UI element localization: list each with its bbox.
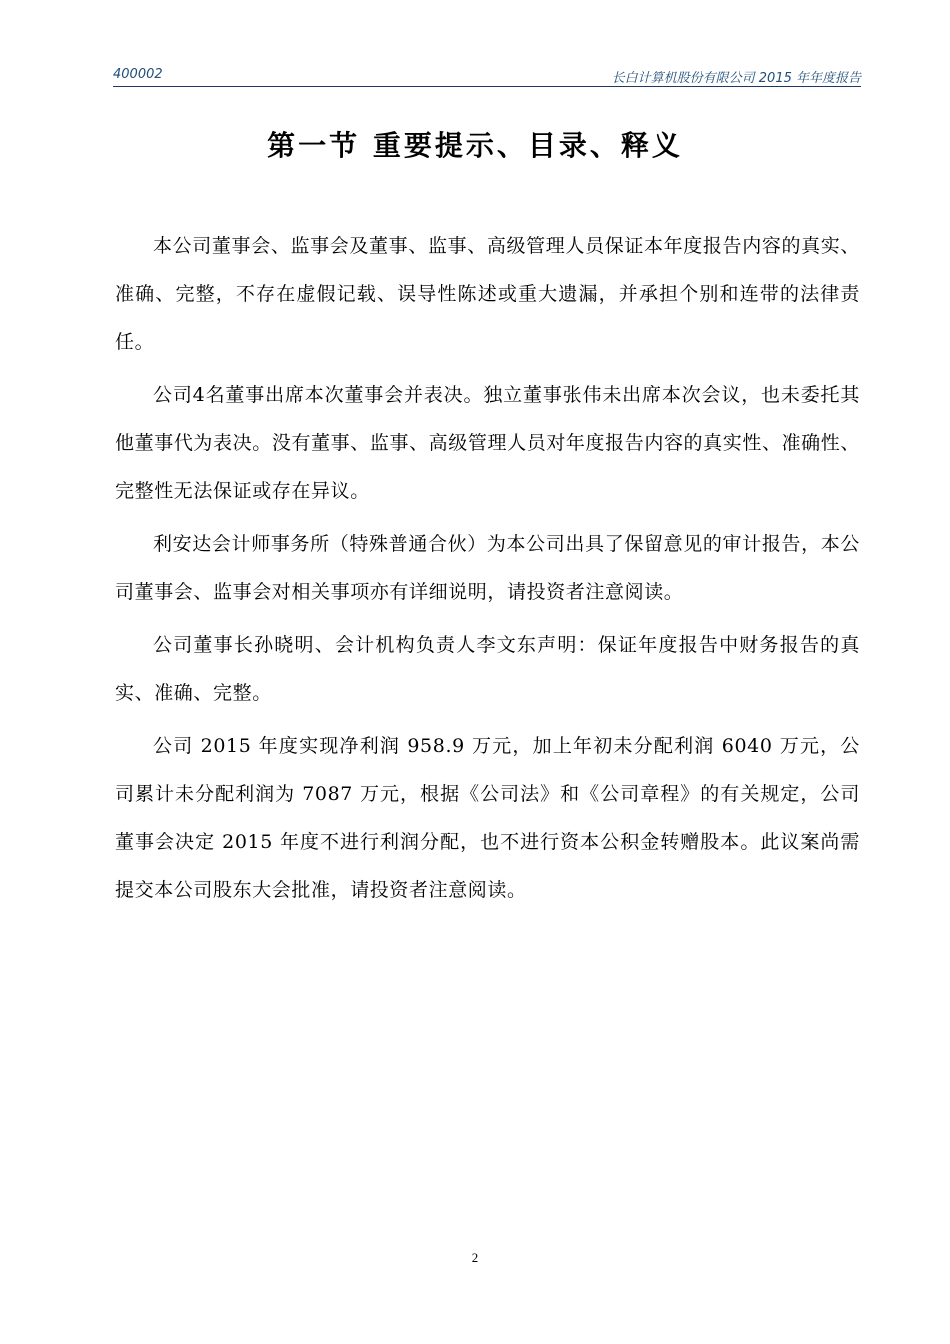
paragraph-board-guarantee: 本公司董事会、监事会及董事、监事、高级管理人员保证本年度报告内容的真实、准确、完整，不存在虚假记载、误导性陈述或重大遗漏，并承担个别和连带的法律责任。 [115,235,860,353]
section-title: 第一节 重要提示、目录、释义 [267,129,683,162]
paragraph-director-attendance: 公司4名董事出席本次董事会并表决。独立董事张伟未出席本次会议，也未委托其他董事代为表决。没有董事、监事、高级管理人员对年度报告内容的真实性、准确性、完整性无法保证或存在异议。 [115,384,860,502]
stock-code: 400002 [113,67,163,82]
page-header [113,64,861,87]
paragraph-audit-opinion: 利安达会计师事务所（特殊普通合伙）为本公司出具了保留意见的审计报告，本公司董事会、监事会对相关事项亦有详细说明，请投资者注意阅读。 [115,533,860,603]
paragraph-profit-distribution: 公司 2015 年度实现净利润 958.9 万元，加上年初未分配利润 6040 万元，公司累计未分配利润为 7087 万元，根据《公司法》和《公司章程》的有关规定，公司董事会决定 2015 年度不进行利润分配，也不进行资本公积金转赠股本。此议案尚需提交本公司股东大会批准，请投资者注意阅读。 [115,735,860,901]
page-number: 2 [471,1250,479,1265]
document-body [115,222,860,919]
paragraph-financial-statement-declaration: 公司董事长孙晓明、会计机构负责人李文东声明：保证年度报告中财务报告的真实、准确、完整。 [115,634,860,704]
report-title: 长白计算机股份有限公司 2015 年年度报告 [611,71,861,86]
